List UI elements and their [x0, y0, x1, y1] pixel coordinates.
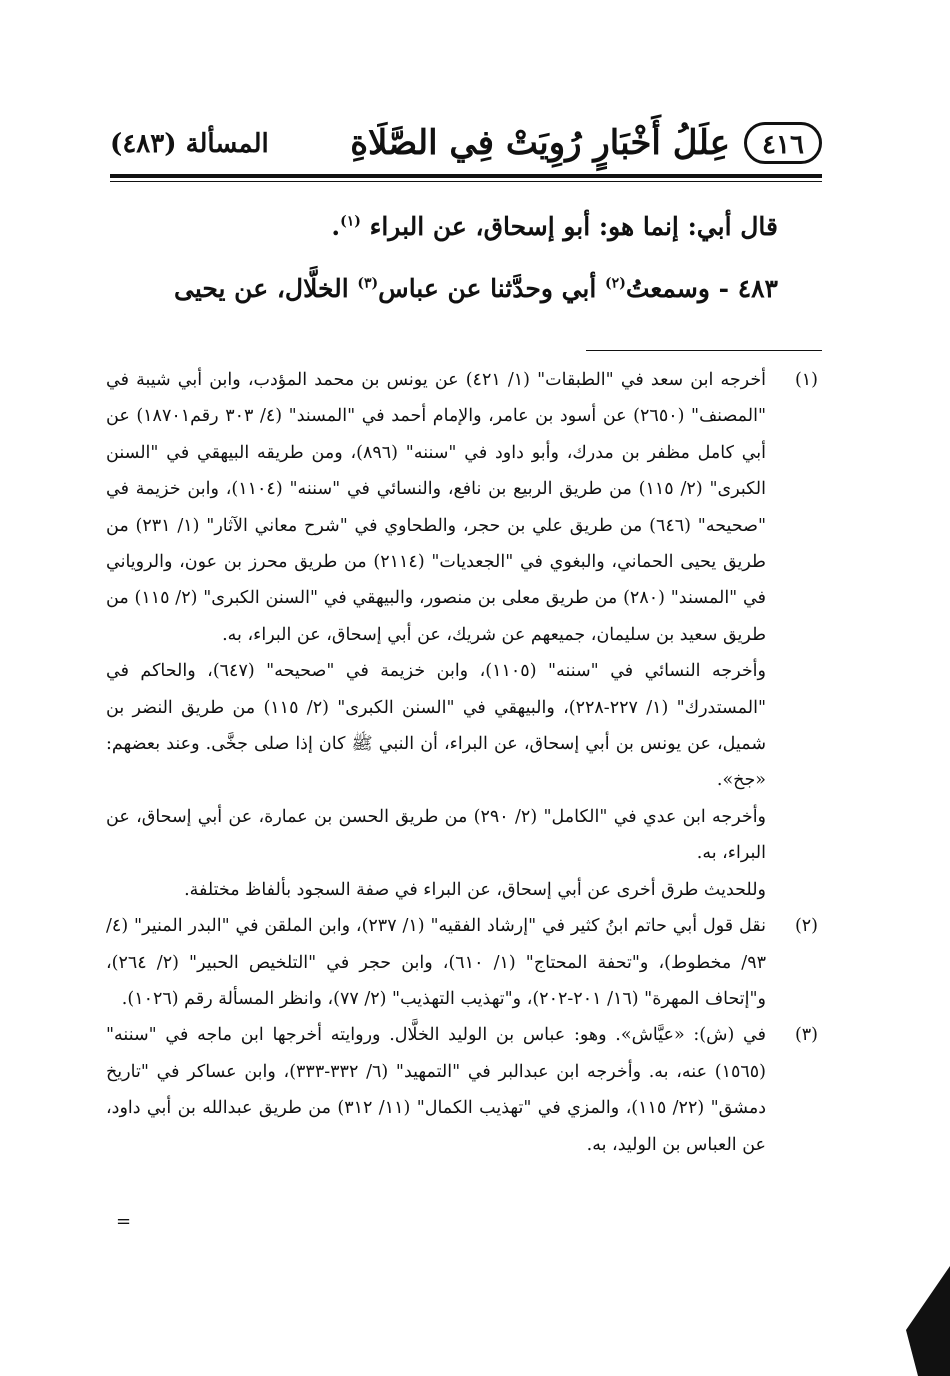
footnote-number: (١) — [794, 370, 818, 390]
page-number: ٤١٦ — [744, 122, 822, 164]
footnote-paragraph: أخرجه ابن سعد في "الطبقات" (١/ ٤٢١) عن يونس بن محمد المؤدب، وابن أبي شيبة في "المصنف" (٢٦٥٠) عن أسود بن عامر، والإمام أحمد في "المسند" (٤/ ٣٠٣ رقم١٨٧٠١) عن أبي كامل مظفر بن مدرك، وأبو داود في "سننه" (٨٩٦)، ومن طريقه البيهقي في "السنن الكبرى" (٢/ ١١٥) من طريق الربيع بن نافع، والنسائي في "سننه" (١١٠٤)، وابن خزيمة في "صحيحه" (٦٤٦) من طريق علي بن حجر، والطحاوي في "شرح معاني الآثار" (١/ ٢٣١) من طريق يحيى الحماني، والبغوي في "الجعديات" (٢١١٤) من طريق محرز بن عون، والروياني في "المسند" (٢٨٠) من طريق معلى بن منصور، والبيهقي في "السنن الكبرى" (٢/ ١١٥) من طريق سعيد بن سليمان، جميعهم عن شريك، عن أبي إسحاق، عن البراء، به. — [106, 370, 767, 645]
footnote-paragraph: وأخرجه النسائي في "سننه" (١١٠٥)، وابن خزيمة في "صحيحه" (٦٤٧)، والحاكم في "المستدرك" (١/ ٢٢٧-٢٢٨)، والبيهقي في "السنن الكبرى" (٢/ ١١٥) من طريق النضر بن شميل، عن يونس بن أبي إسحاق، عن البراء، أن النبي ﷺ كان إذا صلى جخَّى. وعند بعضهم: «جخ». — [106, 661, 766, 791]
main-line-2-text-a: ٤٨٣ - وسمعتُ — [625, 274, 778, 303]
footnote-separator — [586, 350, 822, 351]
main-line-1-end: . — [331, 212, 341, 241]
main-line-2-text-b: أبي وحدَّثنا عن عباس — [378, 274, 606, 303]
footnote-paragraph: في (ش): «عيَّاش». وهو: عباس بن الوليد الخلَّال. وروايته أخرجها ابن ماجه في "سننه" (١٥٦٥) عنه، به. وأخرجه ابن عبدالبر في "التمهيد" (٦/ ٣٣٢-٣٣٣)، وابن عساكر في "تاريخ دمشق" (٢٢/ ١١٥)، والمزي في "تهذيب الكمال" (١١/ ٣١٢) من طريق عبدالله بن أبي داود، عن العباس بن الوليد، به. — [106, 1025, 766, 1155]
footnote-number: (٢) — [794, 916, 818, 937]
header-rule-thick — [110, 174, 822, 178]
footnote-2 — [106, 908, 818, 1017]
footnote-paragraph: نقل قول أبي حاتم ابنُ كثير في "إرشاد الفقيه" (١/ ٢٣٧)، وابن الملقن في "البدر المنير" (٤/ ٩٣/ مخطوط)، و"تحفة المحتاج" (١/ ٦١٠)، وابن حجر في "التلخيص الحبير" (٢/ ٢٦٤)، و"إتحاف المهرة" (١٦/ ٢٠١-٢٠٢)، و"تهذيب التهذيب" (٢/ ٧٧)، وانظر المسألة رقم (١٠٢٦). — [106, 916, 766, 1009]
footnote-ref-1[interactable]: (١) — [340, 213, 361, 230]
footnote-1 — [106, 362, 818, 908]
footnote-paragraph: وأخرجه ابن عدي في "الكامل" (٢/ ٢٩٠) من طريق الحسن بن عمارة، عن أبي إسحاق، عن البراء، به. — [106, 806, 767, 864]
issue-label: المسألة (٤٨٣) — [110, 129, 269, 159]
main-line-1 — [110, 196, 778, 258]
main-line-1-text: قال أبي: إنما هو: أبو إسحاق، عن البراء — [369, 212, 778, 241]
main-line-2 — [110, 258, 778, 320]
footnote-3 — [106, 1017, 818, 1163]
footnote-number: (٣) — [794, 1025, 818, 1046]
page-header — [110, 118, 822, 176]
main-text — [110, 196, 778, 320]
main-line-2-text-c: الخلَّال، عن يحيى — [174, 274, 358, 303]
page-corner-mark — [900, 1266, 950, 1376]
book-title: عِلَلُ أَخْبَارٍ رُوِيَتْ فِي الصَّلَاةِ — [350, 123, 730, 163]
continuation-mark: = — [116, 1211, 132, 1232]
footnote-paragraph: وللحديث طرق أخرى عن أبي إسحاق، عن البراء في صفة السجود بألفاظ مختلفة. — [184, 879, 766, 900]
header-rule-thin — [110, 181, 822, 182]
footnote-ref-2[interactable]: (٢) — [605, 275, 626, 292]
footnotes — [106, 362, 818, 1163]
footnote-ref-3[interactable]: (٣) — [357, 275, 379, 292]
